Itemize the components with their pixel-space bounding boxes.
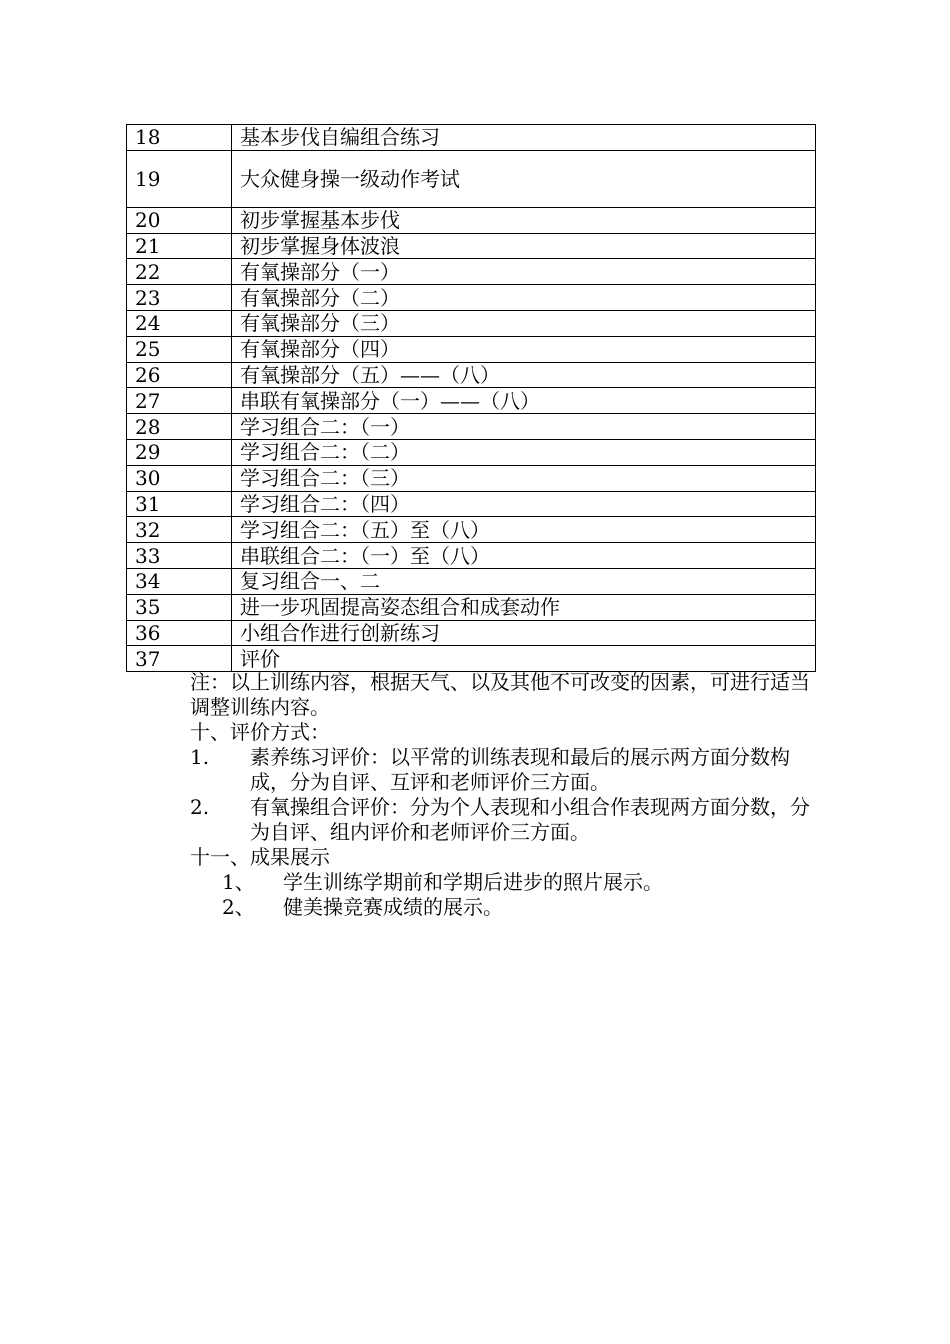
table-row bbox=[127, 150, 816, 207]
row-content-cell: 学习组合二：（二） bbox=[232, 439, 816, 465]
table-row bbox=[127, 310, 816, 336]
row-number-cell: 24 bbox=[127, 310, 232, 336]
table-row bbox=[127, 125, 816, 151]
row-content-cell: 学习组合二：（四） bbox=[232, 491, 816, 517]
results-item-2-text: 健美操竞赛成绩的展示。 bbox=[283, 895, 503, 919]
evaluation-item-1-text: 素养练习评价：以平常的训练表现和最后的展示两方面分数构成，分为自评、互评和老师评价三方面。 bbox=[250, 745, 790, 794]
evaluation-item-2-text: 有氧操组合评价：分为个人表现和小组合作表现两方面分数，分为自评、组内评价和老师评价三方面。 bbox=[250, 795, 810, 844]
table-row bbox=[127, 568, 816, 594]
row-number-cell: 30 bbox=[127, 465, 232, 491]
row-content-cell: 初步掌握身体波浪 bbox=[232, 233, 816, 259]
table-row bbox=[127, 336, 816, 362]
table-row bbox=[127, 646, 816, 672]
row-content-cell: 学习组合二：（一） bbox=[232, 414, 816, 440]
table-row bbox=[127, 233, 816, 259]
row-content-cell: 复习组合一、二 bbox=[232, 568, 816, 594]
row-content-cell: 评价 bbox=[232, 646, 816, 672]
table-row bbox=[127, 388, 816, 414]
row-number-cell: 22 bbox=[127, 259, 232, 285]
row-content-cell: 有氧操部分（二） bbox=[232, 285, 816, 311]
row-content-cell: 串联有氧操部分（一）——（八） bbox=[232, 388, 816, 414]
row-content-cell: 基本步伐自编组合练习 bbox=[232, 125, 816, 151]
table-row bbox=[127, 285, 816, 311]
table-row bbox=[127, 362, 816, 388]
table-row bbox=[127, 491, 816, 517]
row-content-cell: 初步掌握基本步伐 bbox=[232, 207, 816, 233]
row-number-cell: 25 bbox=[127, 336, 232, 362]
row-content-cell: 大众健身操一级动作考试 bbox=[232, 150, 816, 207]
table-row bbox=[127, 594, 816, 620]
evaluation-item-2-number: 2. bbox=[190, 795, 210, 819]
row-content-cell: 进一步巩固提高姿态组合和成套动作 bbox=[232, 594, 816, 620]
row-content-cell: 学习组合二：（五）至（八） bbox=[232, 517, 816, 543]
row-content-cell: 学习组合二：（三） bbox=[232, 465, 816, 491]
row-content-cell: 有氧操部分（三） bbox=[232, 310, 816, 336]
table-row bbox=[127, 465, 816, 491]
evaluation-heading: 十、评价方式： bbox=[190, 720, 330, 744]
row-number-cell: 28 bbox=[127, 414, 232, 440]
results-heading: 十一、成果展示 bbox=[190, 845, 330, 869]
row-number-cell: 35 bbox=[127, 594, 232, 620]
results-item-1-number: 1、 bbox=[222, 870, 255, 894]
table-row bbox=[127, 259, 816, 285]
row-content-cell: 小组合作进行创新练习 bbox=[232, 620, 816, 646]
row-number-cell: 23 bbox=[127, 285, 232, 311]
row-number-cell: 19 bbox=[127, 150, 232, 207]
row-number-cell: 20 bbox=[127, 207, 232, 233]
table-row bbox=[127, 517, 816, 543]
row-content-cell: 有氧操部分（四） bbox=[232, 336, 816, 362]
table-row bbox=[127, 207, 816, 233]
row-number-cell: 33 bbox=[127, 543, 232, 569]
evaluation-item-1-number: 1. bbox=[190, 745, 210, 769]
row-number-cell: 37 bbox=[127, 646, 232, 672]
row-number-cell: 29 bbox=[127, 439, 232, 465]
row-number-cell: 32 bbox=[127, 517, 232, 543]
table-row bbox=[127, 414, 816, 440]
schedule-table bbox=[126, 124, 816, 672]
row-number-cell: 36 bbox=[127, 620, 232, 646]
note-paragraph bbox=[145, 670, 810, 720]
table-row bbox=[127, 439, 816, 465]
note-text: 注：以上训练内容，根据天气、以及其他不可改变的因素，可进行适当调整训练内容。 bbox=[190, 670, 810, 719]
row-number-cell: 34 bbox=[127, 568, 232, 594]
table-row bbox=[127, 620, 816, 646]
row-content-cell: 有氧操部分（一） bbox=[232, 259, 816, 285]
row-number-cell: 27 bbox=[127, 388, 232, 414]
results-item-1-text: 学生训练学期前和学期后进步的照片展示。 bbox=[283, 870, 663, 894]
results-item-2-number: 2、 bbox=[222, 895, 255, 919]
row-number-cell: 18 bbox=[127, 125, 232, 151]
row-number-cell: 21 bbox=[127, 233, 232, 259]
schedule-table-body bbox=[127, 125, 816, 672]
row-number-cell: 26 bbox=[127, 362, 232, 388]
row-content-cell: 有氧操部分（五）——（八） bbox=[232, 362, 816, 388]
table-row bbox=[127, 543, 816, 569]
row-content-cell: 串联组合二：（一）至（八） bbox=[232, 543, 816, 569]
row-number-cell: 31 bbox=[127, 491, 232, 517]
